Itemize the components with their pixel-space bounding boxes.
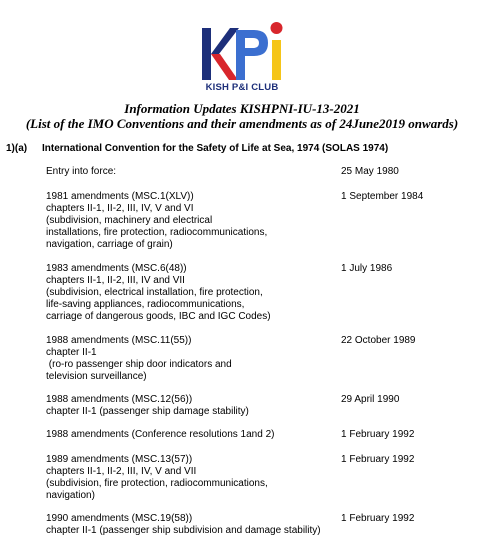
entry-line: chapter II-1 (passenger ship subdivision and damage stability) bbox=[46, 525, 321, 536]
logo-letter-i-dot bbox=[271, 22, 283, 34]
entry-line: 1988 amendments (Conference resolutions 1and 2) bbox=[46, 429, 275, 440]
section-title: International Convention for the Safety of Life at Sea, 1974 (SOLAS 1974) bbox=[42, 143, 389, 154]
entry-date: 22 October 1989 bbox=[341, 335, 416, 346]
entry-line: (ro-ro passenger ship door indicators and bbox=[46, 359, 232, 370]
logo-letter-i-stem bbox=[272, 40, 281, 80]
entry-line: chapters II-1, II-2, III, IV, V and VI bbox=[46, 203, 194, 214]
entry-line: 1989 amendments (MSC.13(57)) bbox=[46, 454, 193, 465]
entry-description bbox=[46, 191, 330, 251]
entry-line: chapters II-1, II-2, III, IV and VII bbox=[46, 275, 185, 286]
entry-line: 1990 amendments (MSC.19(58)) bbox=[46, 513, 193, 524]
entry-line: life-saving appliances, radiocommunications, bbox=[46, 299, 245, 310]
entry-description bbox=[46, 166, 330, 178]
entry-date: 29 April 1990 bbox=[341, 394, 400, 405]
entry-line: 1988 amendments (MSC.11(55)) bbox=[46, 335, 192, 346]
entry-line: 1983 amendments (MSC.6(48)) bbox=[46, 263, 187, 274]
entry-description bbox=[46, 429, 330, 441]
entry-line: television surveillance) bbox=[46, 371, 147, 382]
logo-letter-p-stem bbox=[236, 30, 245, 80]
entry-description bbox=[46, 394, 330, 418]
logo-letter-k-upper-arm bbox=[211, 28, 239, 54]
entry-description bbox=[46, 513, 330, 537]
logo-club-name: KISH P&I CLUB bbox=[205, 82, 279, 93]
document-subtitle: (List of the IMO Conventions and their amendments as of 24June2019 onwards) bbox=[25, 116, 459, 131]
entry-date: 1 February 1992 bbox=[341, 429, 415, 440]
entry-date: 1 July 1986 bbox=[341, 263, 393, 274]
entry-date: 1 September 1984 bbox=[341, 191, 424, 202]
entry-line: 1981 amendments (MSC.1(XLV)) bbox=[46, 191, 194, 202]
entry-description bbox=[46, 454, 330, 502]
entry-line: chapter II-1 (passenger ship damage stability) bbox=[46, 406, 249, 417]
logo-letter-k-lower-arm bbox=[211, 54, 238, 80]
entry-line: chapter II-1 bbox=[46, 347, 97, 358]
entry-line: Entry into force: bbox=[46, 166, 117, 177]
document-title: Information Updates KISHPNI-IU-13-2021 bbox=[124, 101, 360, 116]
logo-letter-k-stem bbox=[202, 28, 211, 80]
entry-line: navigation, carriage of grain) bbox=[46, 239, 173, 250]
entry-description bbox=[46, 335, 330, 383]
entry-date: 1 February 1992 bbox=[341, 454, 415, 465]
entry-line: carriage of dangerous goods, IBC and IGC Codes) bbox=[46, 311, 271, 322]
entry-description bbox=[46, 263, 330, 323]
entry-line: (subdivision, fire protection, radiocommunications, bbox=[46, 478, 268, 489]
section-number: 1)(a) bbox=[6, 143, 28, 154]
entry-line: 1988 amendments (MSC.12(56)) bbox=[46, 394, 193, 405]
entry-line: navigation) bbox=[46, 490, 95, 501]
entry-date: 1 February 1992 bbox=[341, 513, 415, 524]
entry-line: (subdivision, machinery and electrical bbox=[46, 215, 213, 226]
section-heading bbox=[6, 143, 388, 154]
entry-line: installations, fire protection, radiocommunications, bbox=[46, 227, 268, 238]
entry-line: (subdivision, electrical installation, fire protection, bbox=[46, 287, 263, 298]
entry-line: chapters II-1, II-2, III, IV, V and VII bbox=[46, 466, 197, 477]
entry-date: 25 May 1980 bbox=[341, 166, 399, 177]
